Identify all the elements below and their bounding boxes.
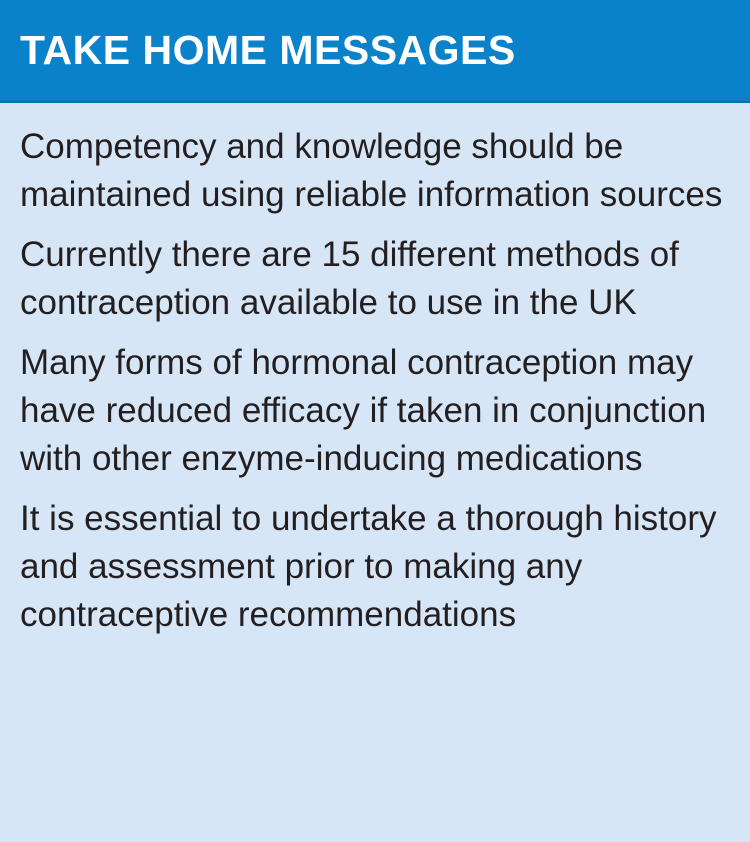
message-item: Competency and knowledge should be maintained using reliable information sources [20,127,723,214]
message-item: Currently there are 15 different methods of contraception available to use in the UK [20,235,679,322]
messages-list [0,103,750,639]
box-header [0,0,750,103]
message-item: It is essential to undertake a thorough history and assessment prior to making any contraceptive recommendations [20,499,717,634]
message-item: Many forms of hormonal contraception may have reduced efficacy if taken in conjunction with other enzyme-inducing medications [20,343,707,478]
box-title: TAKE HOME MESSAGES [20,27,516,73]
